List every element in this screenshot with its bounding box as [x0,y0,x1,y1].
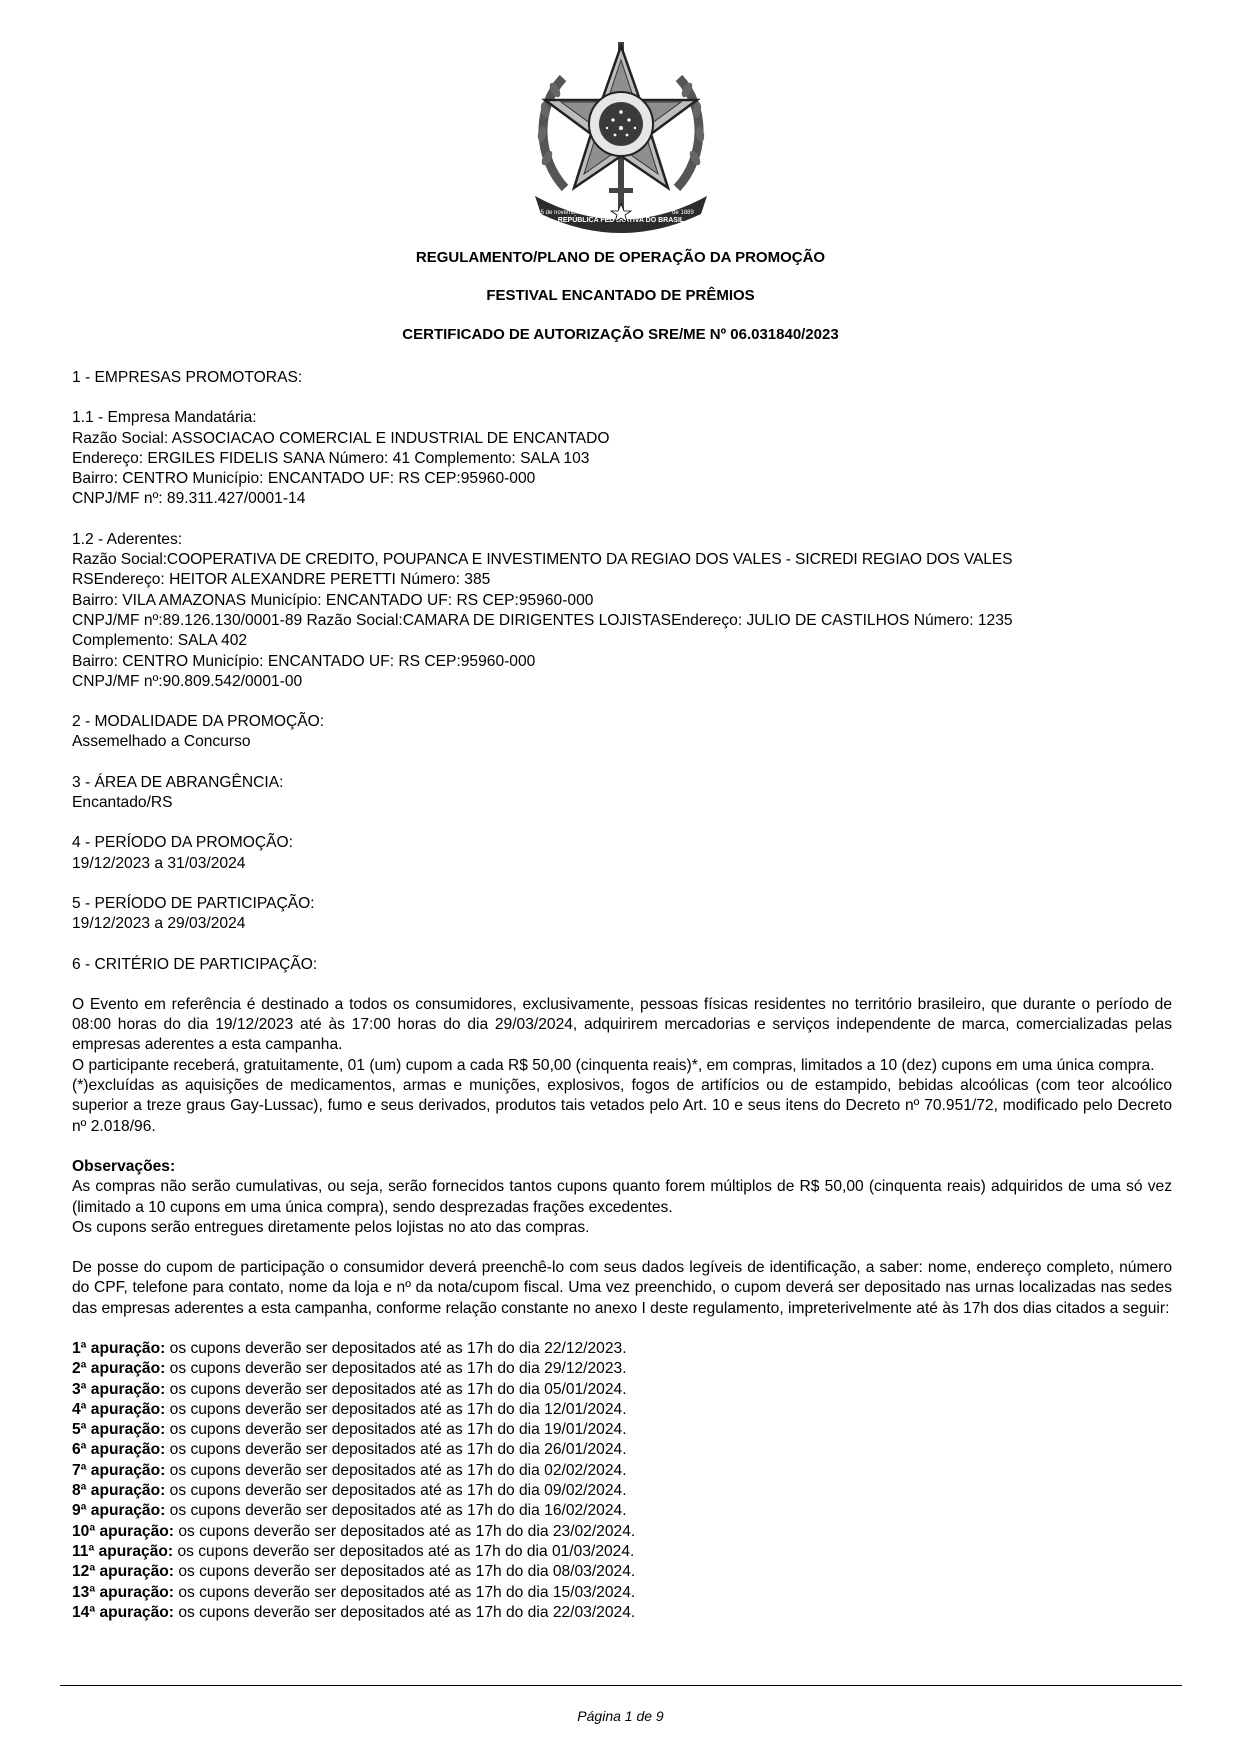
apuracao-label: 6ª apuração: [72,1441,166,1459]
section-heading: 5 - PERÍODO DE PARTICIPAÇÃO: [72,894,315,912]
apuracao-text: os cupons deverão ser depositados até as 17h do dia 23/02/2024. [173,1522,636,1540]
page-number: Página 1 de 9 [577,1708,664,1724]
company-line: CNPJ/MF nº:90.809.542/0001-00 [72,672,303,690]
section-value: 19/12/2023 a 29/03/2024 [72,915,246,933]
section-heading: 1 - EMPRESAS PROMOTORAS: [72,369,303,386]
exclusions-paragraph: (*)excluídas as aquisições de medicamentos, armas e munições, explosivos, fogos de artifícios ou de estampido, bebidas alcoólicas (com teor alcoólico superior a treze graus Gay-Lussac), fumo e seus derivados, produtos tais vetados pelo Art. 10 e seus itens do Decreto nº 70.951/72, modificado pelo Decreto nº 2.018/96. [72,1077,1172,1135]
section-heading: 2 - MODALIDADE DA PROMOÇÃO: [72,713,325,731]
section-value: 19/12/2023 a 31/03/2024 [72,854,246,872]
apuracoes-list [72,1339,1172,1623]
company-line: Bairro: VILA AMAZONAS Município: ENCANTADO UF: RS CEP:95960-000 [72,591,594,609]
apuracao-text: os cupons deverão ser depositados até as 17h do dia 22/03/2024. [173,1603,636,1621]
apuracao-label: 3ª apuração: [72,1380,166,1398]
apuracao-text: os cupons deverão ser depositados até as 17h do dia 16/02/2024. [165,1502,627,1520]
apuracao-text: os cupons deverão ser depositados até as 17h do dia 29/12/2023. [165,1360,627,1378]
apuracao-label: 5ª apuração: [72,1421,166,1439]
apuracao-label: 11ª apuração: [72,1542,174,1560]
section-heading: 6 - CRITÉRIO DE PARTICIPAÇÃO: [72,955,318,973]
apuracao-item [72,1562,1172,1582]
deposit-instructions-paragraph: De posse do cupom de participação o consumidor deverá preenchê-lo com seus dados legíveis de identificação, a saber: nome, endereço completo, número do CPF, telefone para contato, nome da loja e nº da nota/cupom fiscal. Uma vez preenchido, o cupom deverá ser depositado nas urnas localizadas nas sedes das empresas aderentes a esta campanha, conforme relação constante no anexo I deste regulamento, impreterivelmente até às 17h dos dias citados a seguir: [72,1259,1172,1317]
subsection-heading: 1.2 - Aderentes: [72,530,183,548]
apuracao-item [72,1359,1172,1379]
apuracao-label: 13ª apuração: [72,1583,174,1601]
apuracao-label: 9ª apuração: [72,1502,166,1520]
section-heading: 3 - ÁREA DE ABRANGÊNCIA: [72,773,284,791]
apuracao-item [72,1481,1172,1501]
observation-paragraph: Os cupons serão entregues diretamente pelos lojistas no ato das compras. [72,1218,590,1236]
apuracao-label: 2ª apuração: [72,1360,166,1378]
company-line: CNPJ/MF nº:89.126.130/0001-89 Razão Social:CAMARA DE DIRIGENTES LOJISTASEndereço: JULIO DE CASTILHOS Número: 1235 [72,611,1013,629]
subsection-heading: 1.1 - Empresa Mandatária: [72,409,257,427]
apuracao-text: os cupons deverão ser depositados até as 17h do dia 09/02/2024. [165,1482,627,1500]
apuracao-text: os cupons deverão ser depositados até as 17h do dia 26/01/2024. [165,1441,627,1459]
section-value: Encantado/RS [72,794,173,812]
company-line: RSEndereço: HEITOR ALEXANDRE PERETTI Número: 385 [72,571,491,589]
apuracao-item [72,1461,1172,1481]
apuracao-item [72,1440,1172,1460]
apuracao-label: 10ª apuração: [72,1522,174,1540]
apuracao-label: 1ª apuração: [72,1339,166,1357]
document-title: REGULAMENTO/PLANO DE OPERAÇÃO DA PROMOÇÃO [415,249,826,266]
apuracao-text: os cupons deverão ser depositados até as 17h do dia 08/03/2024. [173,1563,636,1581]
apuracao-item [72,1501,1172,1521]
apuracao-text: os cupons deverão ser depositados até as 17h do dia 05/01/2024. [165,1380,627,1398]
apuracao-label: 8ª apuração: [72,1482,166,1500]
svg-text:de 1889: de 1889 [672,210,694,216]
apuracao-item [72,1380,1172,1400]
section-heading: 4 - PERÍODO DA PROMOÇÃO: [72,834,293,852]
apuracao-label: 14ª apuração: [72,1603,174,1621]
footer-divider [60,1685,1182,1686]
apuracao-item [72,1583,1172,1603]
company-line: Endereço: ERGILES FIDELIS SANA Número: 41 Complemento: SALA 103 [72,449,590,467]
apuracao-label: 12ª apuração: [72,1563,174,1581]
apuracao-item [72,1522,1172,1542]
apuracao-item [72,1603,1172,1623]
svg-text:15 de novembro: 15 de novembro [537,210,581,216]
apuracao-item [72,1339,1172,1359]
svg-text:REPÚBLICA FEDERATIVA DO BRASIL: REPÚBLICA FEDERATIVA DO BRASIL [557,217,685,224]
company-line: Complemento: SALA 402 [72,632,248,650]
company-line: Razão Social:COOPERATIVA DE CREDITO, POUPANCA E INVESTIMENTO DA REGIAO DOS VALES - SICREDI REGIAO DOS VALES [72,551,1013,569]
company-line: Bairro: CENTRO Município: ENCANTADO UF: RS CEP:95960-000 [72,470,536,488]
promotion-name: FESTIVAL ENCANTADO DE PRÊMIOS [486,287,755,304]
authorization-certificate: CERTIFICADO DE AUTORIZAÇÃO SRE/ME Nº 06.031840/2023 [402,326,839,343]
apuracao-text: os cupons deverão ser depositados até as 17h do dia 12/01/2024. [165,1400,627,1418]
apuracao-text: os cupons deverão ser depositados até as 17h do dia 02/02/2024. [165,1461,627,1479]
apuracao-item [72,1542,1172,1562]
apuracao-text: os cupons deverão ser depositados até as 17h do dia 15/03/2024. [173,1583,636,1601]
company-line: Bairro: CENTRO Município: ENCANTADO UF: RS CEP:95960-000 [72,652,536,670]
apuracao-label: 7ª apuração: [72,1461,166,1479]
apuracao-label: 4ª apuração: [72,1400,166,1418]
company-line: Razão Social: ASSOCIACAO COMERCIAL E INDUSTRIAL DE ENCANTADO [72,429,610,447]
observation-paragraph: As compras não serão cumulativas, ou seja, serão fornecidos tantos cupons quanto forem múltiplos de R$ 50,00 (cinquenta reais) adquiridos de uma só vez (limitado a 10 cupons em uma única compra), sendo desprezadas frações excedentes. [72,1178,1172,1216]
apuracao-text: os cupons deverão ser depositados até as 17h do dia 01/03/2024. [173,1542,635,1560]
company-line: CNPJ/MF nº: 89.311.427/0001-14 [72,490,306,508]
apuracao-item [72,1420,1172,1440]
apuracao-text: os cupons deverão ser depositados até as 17h do dia 19/01/2024. [165,1421,627,1439]
participation-paragraph: O participante receberá, gratuitamente, 01 (um) cupom a cada R$ 50,00 (cinquenta reais)*, em compras, limitados a 10 (dez) cupons em uma única compra. [72,1056,1155,1074]
coat-of-arms-emblem [525,38,717,234]
section-value: Assemelhado a Concurso [72,733,251,751]
regulation-body [72,368,1172,1623]
participation-paragraph: O Evento em referência é destinado a todos os consumidores, exclusivamente, pessoas físicas residentes no território brasileiro, que durante o período de 08:00 horas do dia 19/12/2023 até às 17:00 horas do dia 29/03/2024, adquirirem mercadorias e serviços independente de marca, comercializadas pelas empresas aderentes a esta campanha. [72,995,1172,1054]
observations-heading: Observações: [72,1157,176,1175]
apuracao-text: os cupons deverão ser depositados até as 17h do dia 22/12/2023. [165,1339,627,1357]
apuracao-item [72,1400,1172,1420]
